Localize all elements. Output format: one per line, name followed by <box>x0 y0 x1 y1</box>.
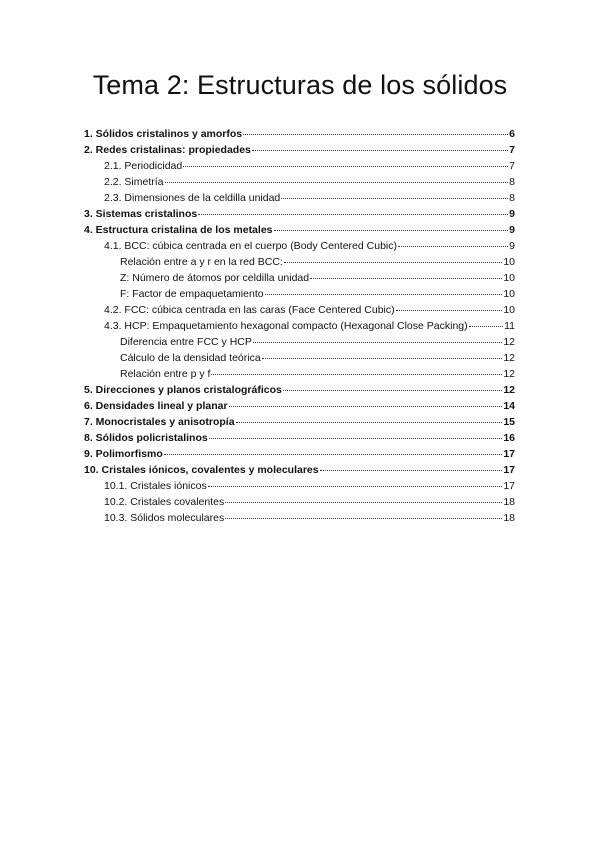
toc-page-number: 17 <box>503 480 515 492</box>
toc-leader <box>469 326 503 327</box>
toc-leader <box>274 230 509 231</box>
toc-leader <box>198 214 508 215</box>
toc-leader <box>283 390 502 391</box>
toc-leader <box>252 150 508 151</box>
toc-leader <box>183 166 508 167</box>
toc-page-number: 12 <box>503 384 515 396</box>
toc-leader <box>225 518 502 519</box>
toc-page-number: 10 <box>503 256 515 268</box>
toc-page-number: 18 <box>503 496 515 508</box>
toc-entry-label: 9. Polimorfismo <box>84 448 163 460</box>
toc-entry-label: 7. Monocristales y anisotropía <box>84 416 235 428</box>
toc-page-number: 9 <box>509 240 515 252</box>
toc-leader <box>265 294 503 295</box>
toc-entry-label: 8. Sólidos policristalinos <box>84 432 208 444</box>
toc-leader <box>284 262 502 263</box>
toc-entry-label: 6. Densidades lineal y planar <box>84 400 228 412</box>
toc-page-number: 11 <box>504 320 515 332</box>
toc-entry-label: 4.3. HCP: Empaquetamiento hexagonal compacto (Hexagonal Close Packing) <box>104 320 468 332</box>
toc-page-number: 17 <box>503 464 515 476</box>
toc-page-number: 8 <box>509 192 515 204</box>
toc-entry-label: Cálculo de la densidad teórica <box>120 352 261 364</box>
toc-leader <box>209 438 503 439</box>
toc-entry-label: 1. Sólidos cristalinos y amorfos <box>84 128 243 140</box>
toc-leader <box>236 422 503 423</box>
toc-entry-label: 2.1. Periodicidad <box>104 160 183 172</box>
toc-leader <box>243 134 508 135</box>
toc-entry-label: 3. Sistemas cristalinos <box>84 208 198 220</box>
toc-entry-label: Relación entre p y f <box>120 368 211 380</box>
document-title: Tema 2: Estructuras de los sólidos <box>92 70 508 100</box>
toc-entry-label: Relación entre a y r en la red BCC: <box>120 256 283 268</box>
toc-leader <box>253 342 502 343</box>
toc-page-number: 10 <box>503 288 515 300</box>
toc-leader <box>281 198 508 199</box>
toc-entry-label: 2.2. Simetría <box>104 176 164 188</box>
toc-entry-label: 10.1. Cristales iónicos <box>104 480 207 492</box>
toc-entry-label: 10. Cristales iónicos, covalentes y moleculares <box>84 464 319 476</box>
toc-page-number: 9 <box>509 224 515 236</box>
toc-leader <box>396 310 503 311</box>
toc-leader <box>208 486 503 487</box>
toc-page-number: 14 <box>503 400 515 412</box>
toc-entry-label: Diferencia entre FCC y HCP <box>120 336 252 348</box>
toc-entry-label: 5. Direcciones y planos cristalográficos <box>84 384 282 396</box>
toc-page-number: 17 <box>503 448 515 460</box>
toc-entry-label: F: Factor de empaquetamiento <box>120 288 264 300</box>
toc-leader <box>398 246 508 247</box>
toc-page-number: 18 <box>503 512 515 524</box>
toc-entry-label: Z: Número de átomos por celdilla unidad <box>120 272 310 284</box>
toc-page-number: 12 <box>503 336 515 348</box>
toc-page-number: 12 <box>503 368 515 380</box>
toc-page-number: 6 <box>509 128 515 140</box>
toc-entry-label: 2. Redes cristalinas: propiedades <box>84 144 251 156</box>
toc-page-number: 9 <box>509 208 515 220</box>
toc-page-number: 10 <box>503 272 515 284</box>
toc-entry-label: 4.2. FCC: cúbica centrada en las caras (Face Centered Cubic) <box>104 304 395 316</box>
toc-leader <box>320 470 503 471</box>
toc-page-number: 7 <box>509 160 515 172</box>
toc-leader <box>225 502 502 503</box>
toc-entry[interactable] <box>104 509 515 527</box>
toc-leader <box>164 454 503 455</box>
toc-leader <box>229 406 503 407</box>
toc-page-number: 15 <box>503 416 515 428</box>
toc-entry-label: 2.3. Dimensiones de la celdilla unidad <box>104 192 281 204</box>
toc-page-number: 12 <box>503 352 515 364</box>
toc-leader <box>262 358 503 359</box>
toc-leader <box>211 374 502 375</box>
toc-page-number: 7 <box>509 144 515 156</box>
toc-entry-label: 10.3. Sólidos moleculares <box>104 512 225 524</box>
toc-page-number: 10 <box>503 304 515 316</box>
toc-page-number: 16 <box>503 432 515 444</box>
toc-entry-label: 10.2. Cristales covalentes <box>104 496 225 508</box>
toc-entry-label: 4. Estructura cristalina de los metales <box>84 224 273 236</box>
toc-page-number: 8 <box>509 176 515 188</box>
toc-leader <box>165 182 509 183</box>
toc-leader <box>310 278 502 279</box>
toc-entry-label: 4.1. BCC: cúbica centrada en el cuerpo (Body Centered Cubic) <box>104 240 397 252</box>
